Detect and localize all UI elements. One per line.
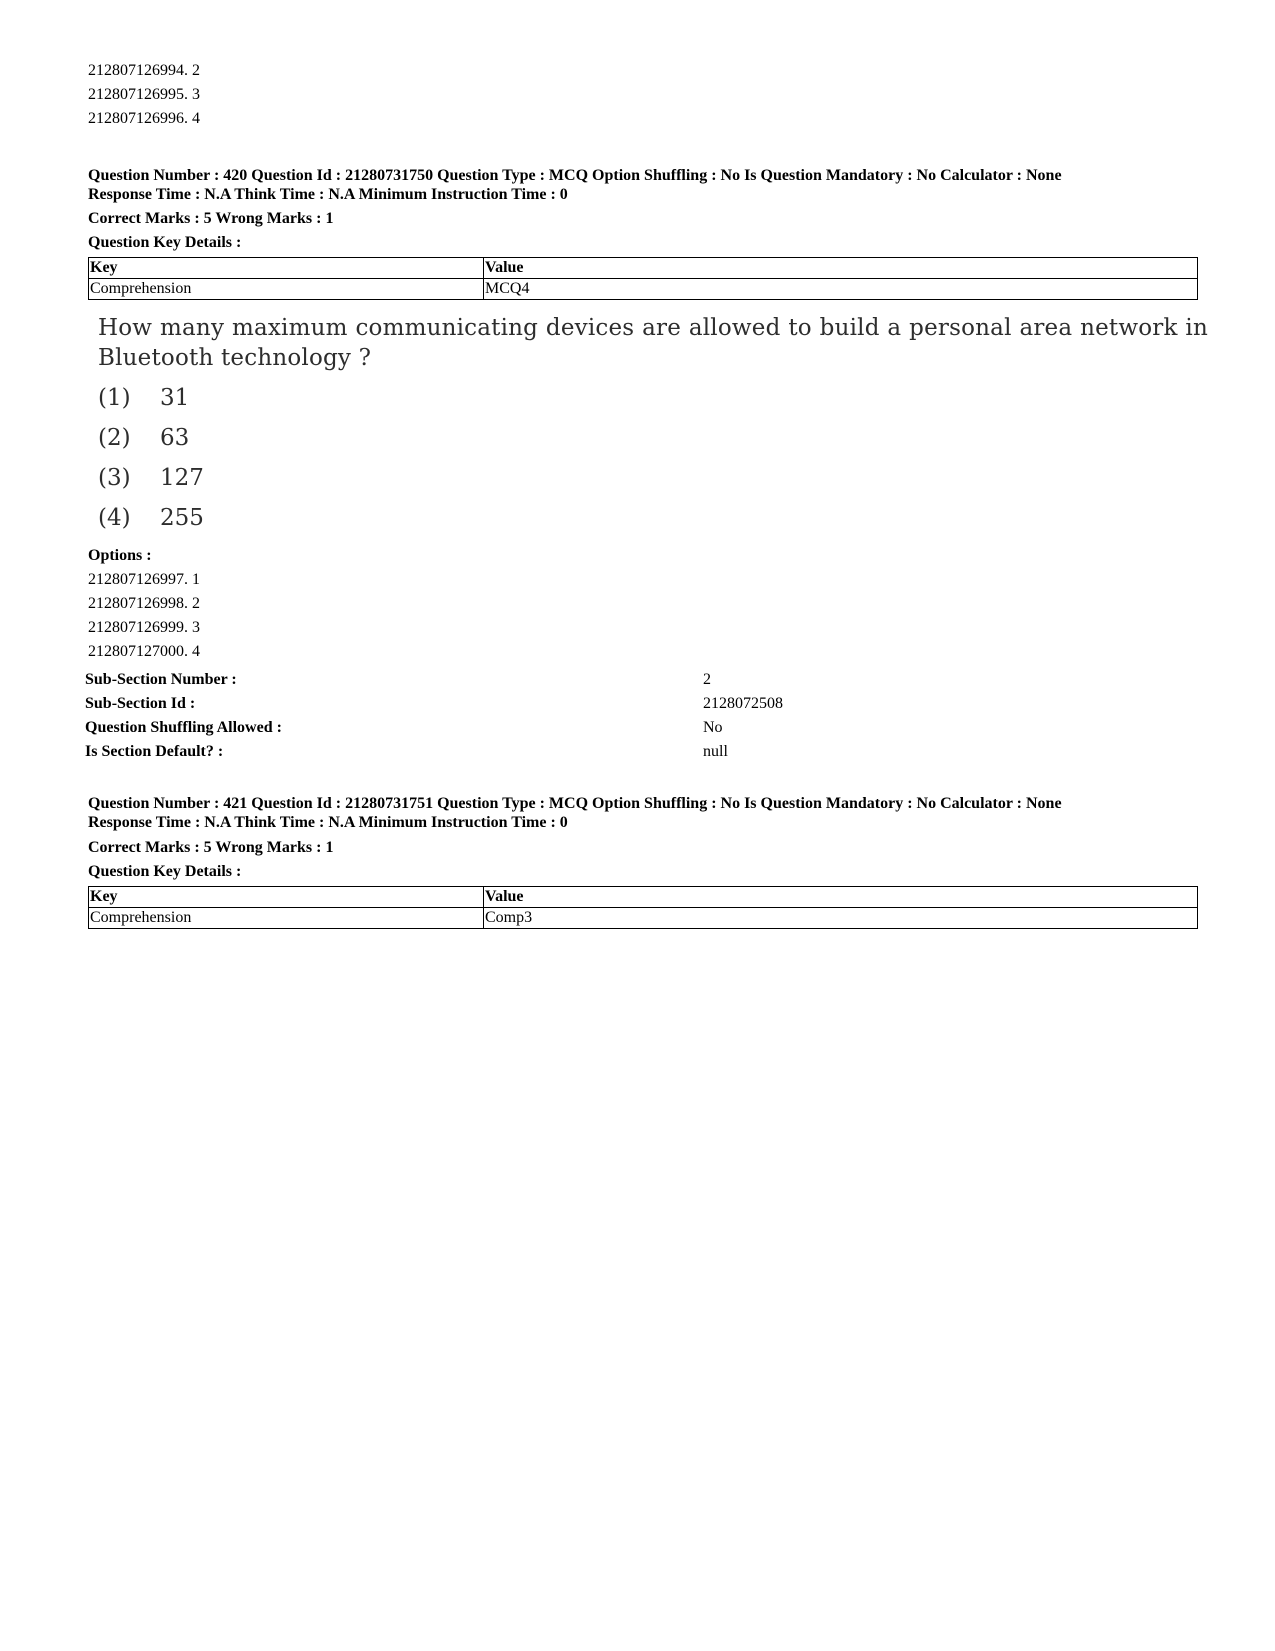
question-image bbox=[98, 313, 1208, 373]
q420-header-line2: Response Time : N.A Think Time : N.A Minimum Instruction Time : 0 bbox=[88, 186, 568, 203]
key-cell: Comprehension bbox=[89, 279, 484, 300]
table-header-row bbox=[89, 258, 1198, 279]
option-4: 212807127000. 4 bbox=[88, 643, 200, 660]
q421-header bbox=[88, 794, 1198, 832]
table-row bbox=[89, 908, 1198, 929]
q421-key-table bbox=[88, 886, 1198, 929]
section-default-label: Is Section Default? : bbox=[85, 743, 224, 760]
value-header: Value bbox=[484, 258, 1198, 279]
option-1: 212807126997. 1 bbox=[88, 571, 200, 588]
q420-key-details-label: Question Key Details : bbox=[88, 234, 242, 251]
table-row bbox=[89, 279, 1198, 300]
subsection-id-label: Sub-Section Id : bbox=[85, 695, 196, 712]
q420-key-table bbox=[88, 257, 1198, 300]
subsection-id-value: 2128072508 bbox=[703, 695, 783, 712]
option-2: 212807126998. 2 bbox=[88, 595, 200, 612]
q421-header-line1: Question Number : 421 Question Id : 21280731751 Question Type : MCQ Option Shuffling : No Is Question Mandatory : No Calculator : None bbox=[88, 795, 1062, 812]
section-default-value: null bbox=[703, 743, 728, 760]
q420-marks: Correct Marks : 5 Wrong Marks : 1 bbox=[88, 210, 334, 227]
option-3: 212807126999. 3 bbox=[88, 619, 200, 636]
table-header-row bbox=[89, 887, 1198, 908]
choice-text: 63 bbox=[160, 425, 190, 451]
choice-1 bbox=[98, 385, 189, 411]
value-cell: Comp3 bbox=[484, 908, 1198, 929]
choice-2 bbox=[98, 425, 189, 451]
q421-header-line2: Response Time : N.A Think Time : N.A Minimum Instruction Time : 0 bbox=[88, 814, 568, 831]
key-cell: Comprehension bbox=[89, 908, 484, 929]
choice-4 bbox=[98, 505, 204, 531]
choice-3 bbox=[98, 465, 204, 491]
question-shuffling-label: Question Shuffling Allowed : bbox=[85, 719, 282, 736]
subsection-number-label: Sub-Section Number : bbox=[85, 671, 237, 688]
choice-number: (3) bbox=[98, 465, 131, 491]
prev-option-2: 212807126995. 3 bbox=[88, 86, 200, 103]
prev-option-3: 212807126996. 4 bbox=[88, 110, 200, 127]
prev-option-1: 212807126994. 2 bbox=[88, 62, 200, 79]
choice-text: 255 bbox=[160, 505, 204, 531]
q420-header-line1: Question Number : 420 Question Id : 21280731750 Question Type : MCQ Option Shuffling : No Is Question Mandatory : No Calculator : None bbox=[88, 167, 1062, 184]
value-cell: MCQ4 bbox=[484, 279, 1198, 300]
q420-header bbox=[88, 166, 1198, 204]
question-shuffling-value: No bbox=[703, 719, 723, 736]
value-header: Value bbox=[484, 887, 1198, 908]
subsection-number-value: 2 bbox=[703, 671, 711, 688]
choice-number: (2) bbox=[98, 425, 131, 451]
choice-number: (1) bbox=[98, 385, 131, 411]
key-header: Key bbox=[89, 258, 484, 279]
choice-text: 127 bbox=[160, 465, 204, 491]
choice-number: (4) bbox=[98, 505, 131, 531]
options-label: Options : bbox=[88, 547, 152, 564]
q421-key-details-label: Question Key Details : bbox=[88, 863, 242, 880]
key-header: Key bbox=[89, 887, 484, 908]
q421-marks: Correct Marks : 5 Wrong Marks : 1 bbox=[88, 839, 334, 856]
question-text: How many maximum communicating devices are allowed to build a personal area network in Bluetooth technology ? bbox=[98, 315, 1208, 371]
choice-text: 31 bbox=[160, 385, 190, 411]
